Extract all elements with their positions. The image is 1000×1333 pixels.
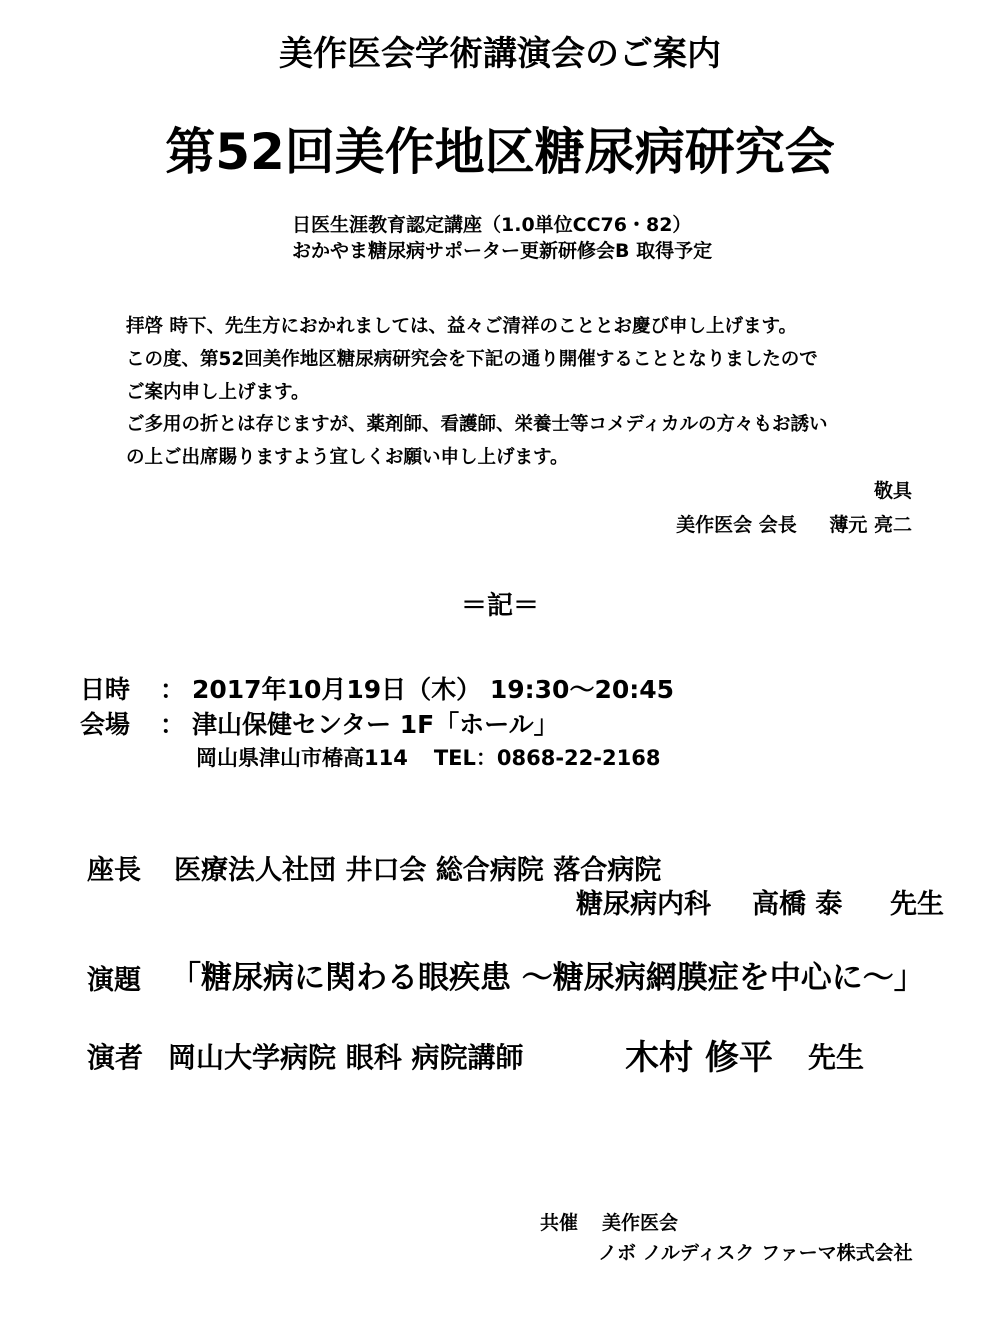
chair-label: 座長 xyxy=(87,855,141,886)
sender xyxy=(676,510,912,537)
chair-dept: 糖尿病内科 xyxy=(576,889,711,920)
page-header-title: 美作医会学術講演会のご案内 xyxy=(279,34,721,74)
closing-phrase: 敬具 xyxy=(873,480,912,502)
topic-label: 演題 xyxy=(87,965,141,996)
credit-line-2: おかやま糖尿病サポーター更新研修会B 取得予定 xyxy=(292,240,713,262)
tel-text: TEL：0868-22-2168 xyxy=(433,746,661,770)
speaker-honorific: 先生 xyxy=(808,1041,865,1074)
cohost-org-1: 美作医会 xyxy=(602,1212,679,1234)
ki-heading: ＝記＝ xyxy=(460,591,539,621)
page-title: 第52回美作地区糖尿病研究会 xyxy=(165,123,835,181)
chair-honorific: 先生 xyxy=(890,889,944,920)
date-value: 2017年10月19日（木） 19:30～20:45 xyxy=(192,675,675,704)
cohost-org-2: ノボ ノルディスク ファーマ株式会社 xyxy=(598,1242,913,1264)
date-colon: ： xyxy=(160,675,186,704)
venue-value: 津山保健センター 1F「ホール」 xyxy=(192,710,559,739)
address-text: 岡山県津山市椿高114 xyxy=(196,746,408,770)
chair-org: 医療法人社団 井口会 総合病院 落合病院 xyxy=(174,855,662,886)
venue-label: 会場 xyxy=(80,710,131,739)
greeting-line-4: ご多用の折とは存じますが、薬剤師、看護師、栄養士等コメディカルの方々もお誘い xyxy=(126,414,828,435)
sender-org: 美作医会 会長 xyxy=(676,514,797,536)
speaker-label: 演者 xyxy=(87,1041,144,1074)
chair-name: 高橋 泰 xyxy=(752,889,843,920)
credit-line-1: 日医生涯教育認定講座（1.0単位CC76・82） xyxy=(292,214,692,236)
greeting-line-5: の上ご出席賜りますよう宜しくお願い申し上げます。 xyxy=(126,447,569,468)
speaker-name: 木村 修平 xyxy=(625,1038,773,1078)
speaker-affiliation: 岡山大学病院 眼科 病院講師 xyxy=(168,1041,524,1074)
sender-name: 薄元 亮二 xyxy=(829,514,912,536)
greeting-line-2: この度、第52回美作地区糖尿病研究会を下記の通り開催することとなりましたので xyxy=(126,349,818,370)
date-label: 日時 xyxy=(80,675,131,704)
venue-colon: ： xyxy=(160,710,186,739)
greeting-line-3: ご案内申し上げます。 xyxy=(126,382,310,403)
cohost-label: 共催 xyxy=(540,1212,579,1234)
venue-address xyxy=(196,742,660,772)
topic-title: 「糖尿病に関わる眼疾患 ～糖尿病網膜症を中心に～」 xyxy=(170,960,925,996)
greeting-line-1: 拝啓 時下、先生方におかれましては、益々ご清祥のこととお慶び申し上げます。 xyxy=(126,316,797,337)
